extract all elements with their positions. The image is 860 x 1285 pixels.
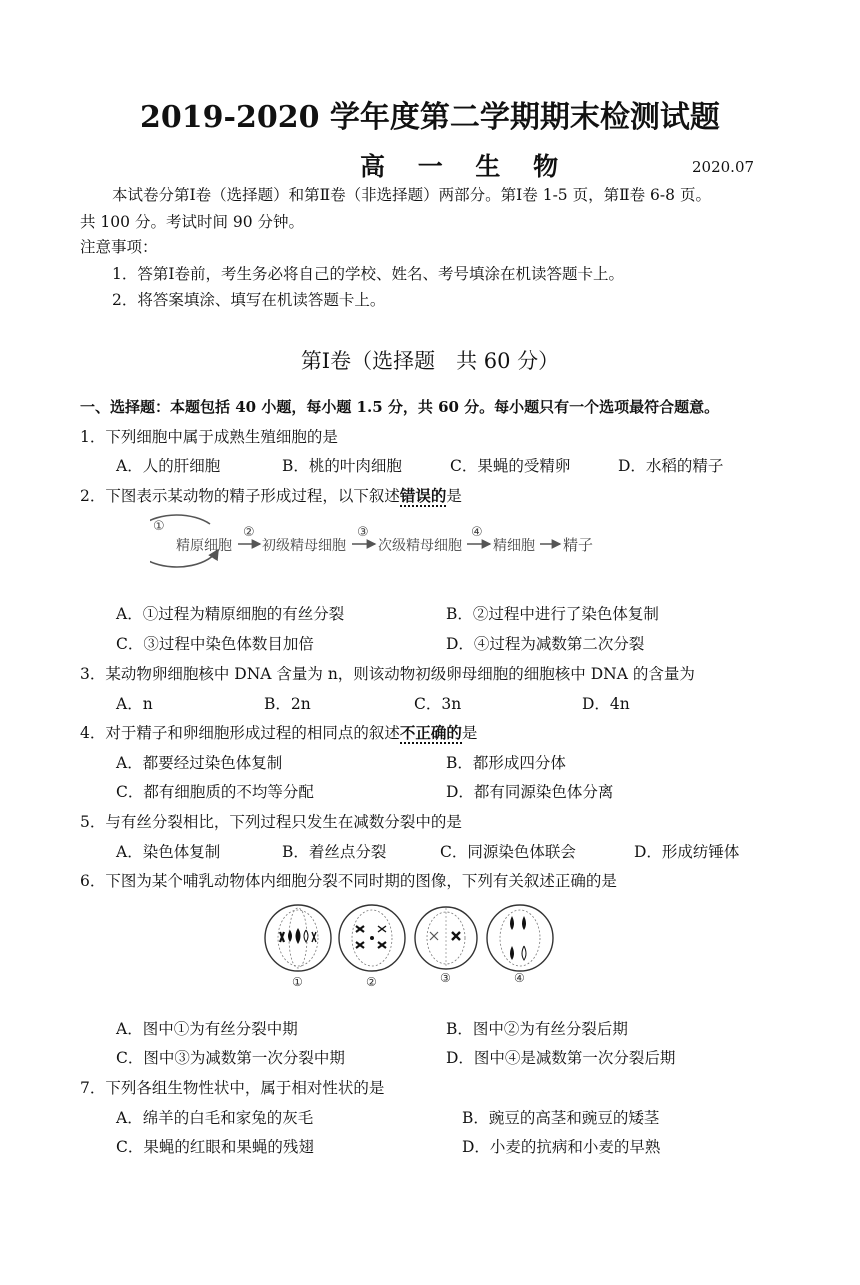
section-heading: 一、选择题：本题包括 40 小题，每小题 1.5 分，共 60 分。每小题只有一个选项最符合题意。 — [80, 398, 720, 416]
cell-division-figure — [262, 898, 562, 990]
notice-title: 注意事项： — [80, 238, 158, 256]
q2-stem-post: 是 — [446, 487, 462, 505]
q4-option-d: D．都有同源染色体分离 — [446, 783, 614, 801]
q2-option-b: B．②过程中进行了染色体复制 — [446, 605, 659, 623]
q4-option-b: B．都形成四分体 — [446, 754, 566, 772]
cell-4 — [487, 905, 553, 971]
q7-option-b: B．豌豆的高茎和豌豆的矮茎 — [462, 1109, 660, 1127]
q4-option-c: C．都有细胞质的不均等分配 — [116, 783, 314, 801]
intro-line-1: 本试卷分第Ⅰ卷（选择题）和第Ⅱ卷（非选择题）两部分。第Ⅰ卷 1-5 页，第Ⅱ卷 6-8 页。 — [112, 186, 711, 204]
q2-stem-pre: 2．下图表示某动物的精子形成过程，以下叙述 — [80, 487, 400, 505]
q2-stem — [80, 484, 462, 506]
q7-stem: 7．下列各组生物性状中，属于相对性状的是 — [80, 1079, 385, 1097]
q7-option-a: A．绵羊的白毛和家兔的灰毛 — [116, 1109, 314, 1127]
cell-label-3: ③ — [440, 971, 451, 985]
cell-label-2: ② — [366, 975, 377, 989]
q5-stem: 5．与有丝分裂相比，下列过程只发生在减数分裂中的是 — [80, 813, 462, 831]
stage-spermatid: 精细胞 — [493, 538, 535, 554]
q4-option-a: A．都要经过染色体复制 — [116, 754, 283, 772]
subject-title: 高 一 生 物 — [360, 152, 571, 181]
q3-option-b: B．2n — [264, 695, 311, 713]
q1-option-c: C．果蝇的受精卵 — [450, 457, 571, 475]
q5-option-a: A．染色体复制 — [116, 843, 221, 861]
q3-option-d: D．4n — [582, 695, 630, 713]
q1-option-d: D．水稻的精子 — [618, 457, 724, 475]
cell-label-4: ④ — [514, 971, 525, 985]
q2-option-d: D．④过程为减数第二次分裂 — [446, 635, 645, 653]
q6-stem: 6．下图为某个哺乳动物体内细胞分裂不同时期的图像，下列有关叙述正确的是 — [80, 872, 617, 890]
q4-stem-post: 是 — [461, 724, 478, 742]
section-title: 第Ⅰ卷（选择题 共 60 分） — [300, 349, 560, 373]
stage-sperm: 精子 — [563, 536, 594, 554]
q6-option-b: B．图中②为有丝分裂后期 — [446, 1020, 628, 1038]
q5-option-b: B．着丝点分裂 — [282, 843, 387, 861]
q1-stem: 1．下列细胞中属于成熟生殖细胞的是 — [80, 428, 338, 446]
stage-primary-spermatocyte: 初级精母细胞 — [262, 538, 346, 554]
cell-3 — [415, 907, 477, 969]
q3-stem: 3．某动物卵细胞核中 DNA 含量为 n，则该动物初级卵母细胞的细胞核中 DNA 的含量为 — [80, 665, 695, 683]
q4-stem-emphasis: 不正确的 — [399, 723, 462, 742]
q1-option-a: A．人的肝细胞 — [116, 457, 221, 475]
q4-stem-pre: 4．对于精子和卵细胞形成过程的相同点的叙述 — [80, 724, 400, 742]
step-3-label: ③ — [357, 525, 369, 540]
q2-stem-emphasis: 错误的 — [399, 486, 447, 505]
cell-label-1: ① — [292, 975, 303, 989]
q5-option-c: C．同源染色体联会 — [440, 843, 576, 861]
q7-option-d: D．小麦的抗病和小麦的早熟 — [462, 1138, 661, 1156]
q3-option-a: A．n — [116, 695, 153, 713]
q4-stem — [80, 721, 477, 743]
q3-option-c: C．3n — [414, 695, 462, 713]
exam-date: 2020.07 — [692, 158, 755, 176]
q6-option-d: D．图中④是减数第一次分裂后期 — [446, 1049, 676, 1067]
step-4-label: ④ — [471, 525, 483, 540]
q2-option-a: A．①过程为精原细胞的有丝分裂 — [116, 605, 345, 623]
step-2-label: ② — [243, 525, 255, 540]
stage-spermatogonium: 精原细胞 — [176, 538, 232, 554]
q7-option-c: C．果蝇的红眼和果蝇的残翅 — [116, 1138, 314, 1156]
notice-item-1: 1．答第Ⅰ卷前，考生务必将自己的学校、姓名、考号填涂在机读答题卡上。 — [112, 265, 624, 283]
cell-2 — [339, 905, 405, 971]
q1-option-b: B．桃的叶肉细胞 — [282, 457, 402, 475]
intro-line-2: 共 100 分。考试时间 90 分钟。 — [80, 213, 305, 231]
q6-option-a: A．图中①为有丝分裂中期 — [116, 1020, 298, 1038]
q6-option-c: C．图中③为减数第一次分裂中期 — [116, 1049, 345, 1067]
q5-option-d: D．形成纺锤体 — [634, 843, 740, 861]
q2-option-c: C．③过程中染色体数目加倍 — [116, 635, 314, 653]
step-1-label: ① — [153, 519, 165, 534]
notice-item-2: 2．将答案填涂、填写在机读答题卡上。 — [112, 291, 386, 309]
exam-title: 2019-2020 学年度第二学期期末检测试题 — [140, 100, 720, 135]
stage-secondary-spermatocyte: 次级精母细胞 — [378, 538, 462, 554]
cell-1 — [265, 905, 331, 971]
spermatogenesis-diagram — [150, 510, 620, 574]
